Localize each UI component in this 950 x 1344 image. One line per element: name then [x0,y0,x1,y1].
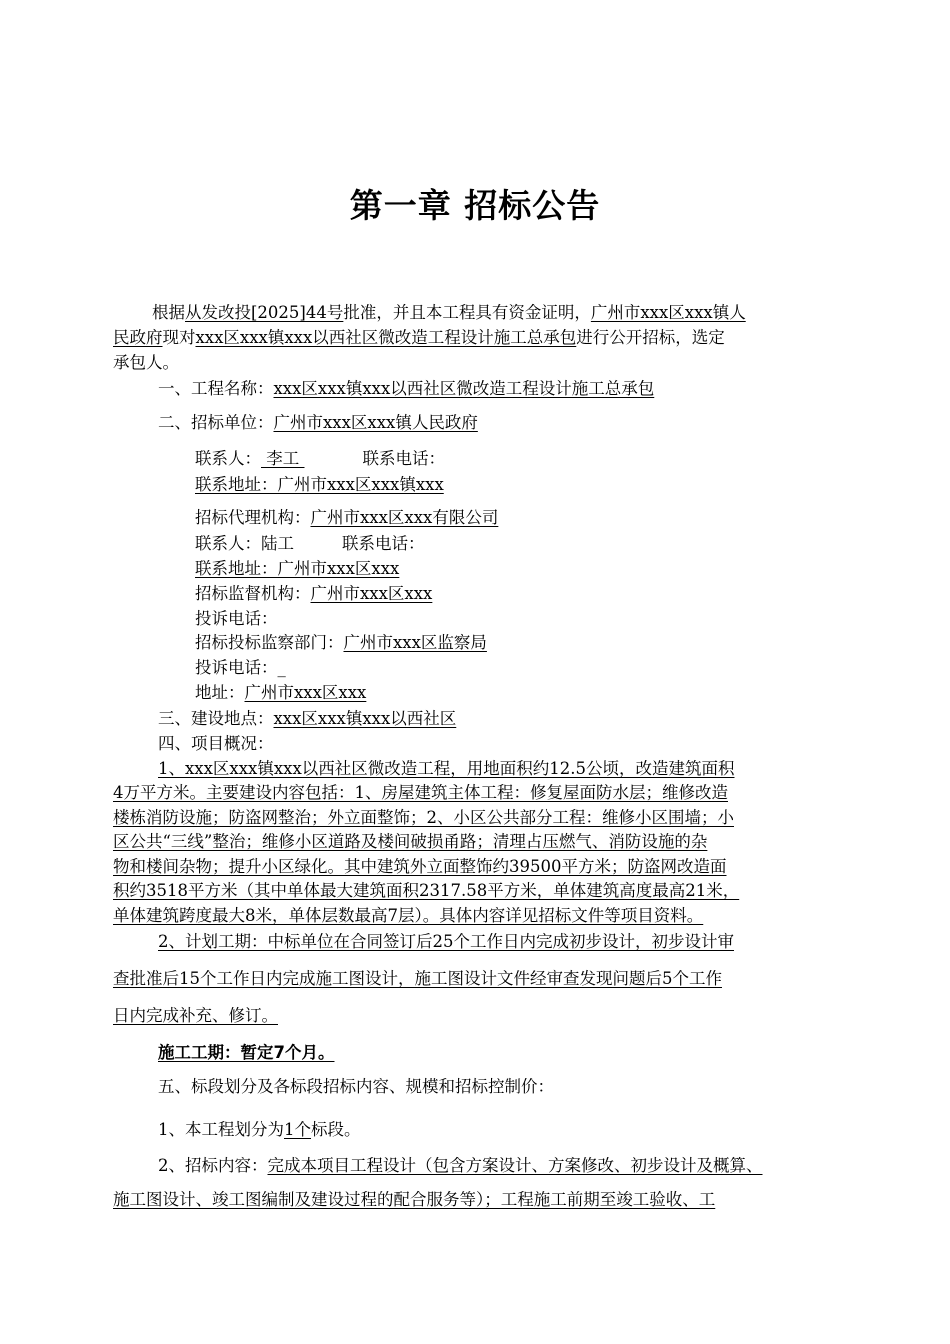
scope-line-2: 施工图设计、竣工图编制及建设过程的配合服务等）；工程施工前期至竣工验收、工 [113,1190,716,1209]
project-name: xxx区xxx镇xxx以西社区微改造工程设计施工总承包 [273,379,655,398]
intro-line-2: 民政府现对xxx区xxx镇xxx以西社区微改造工程设计施工总承包进行公开招标，选定 [113,328,725,347]
construction-location: xxx区xxx镇xxx以西社区 [273,709,457,728]
section-location: 三、建设地点：xxx区xxx镇xxx以西社区 [158,709,457,728]
overview-line-7: 单体建筑跨度最大8米，单体层数最高7层）。具体内容详见招标文件等项目资料。 [113,906,704,925]
overview-line-4: 区公共“三线”整治；维修小区道路及楼间破损甬路；清理占压燃气、消防设施的杂 [113,832,708,851]
scope-line-1: 2、招标内容：完成本项目工程设计（包含方案设计、方案修改、初步设计及概算、 [158,1156,763,1175]
tenderer-contact-line: 联系人： 李工 联系电话： [195,449,445,468]
monitor-name: 广州市xxx区监察局 [343,633,487,652]
monitor-line: 招标投标监察部门：广州市xxx区监察局 [195,633,487,652]
agent-address-line: 联系地址：广州市xxx区xxx [195,559,400,578]
section-lots-heading: 五、标段划分及各标段招标内容、规模和招标控制价： [158,1077,554,1096]
overview-line-1: 1、xxx区xxx镇xxx以西社区微改造工程，用地面积约12.5公顷，改造建筑面积 [158,759,735,778]
supervisor-name: 广州市xxx区xxx [310,584,433,603]
section-tenderer: 二、招标单位：广州市xxx区xxx镇人民政府 [158,413,478,432]
chapter-title: 第一章 招标公告 [349,186,601,225]
tenderer-contact: 李工 [261,449,305,468]
tenderer-name: 广州市xxx区xxx镇人民政府 [273,413,478,432]
monitor-address: 广州市xxx区xxx [244,683,367,702]
supervisor-line: 招标监督机构：广州市xxx区xxx [195,584,433,603]
tenderer-address: 广州市xxx区xxx镇xxx [277,475,444,494]
construction-period: 施工工期：暂定7个月。 [158,1043,335,1062]
schedule-line-3: 日内完成补充、修订。 [113,1006,278,1025]
tenderer-name-part1: 广州市xxx区xxx镇人 [590,303,746,322]
scope-content-1: 完成本项目工程设计（包含方案设计、方案修改、初步设计及概算、 [267,1156,763,1175]
supervisor-complaint-line: 投诉电话： [195,609,278,628]
monitor-complaint-line: 投诉电话：_ [195,658,286,677]
overview-line-5: 物和楼间杂物；提升小区绿化。其中建筑外立面整饰约39500平方米；防盗网改造面 [113,857,727,876]
schedule-line-1: 2、计划工期：中标单位在合同签订后25个工作日内完成初步设计，初步设计审 [158,932,734,951]
section-project-name: 一、工程名称：xxx区xxx镇xxx以西社区微改造工程设计施工总承包 [158,379,655,398]
intro-line-1: 根据从发改投[2025]44号批准，并且本工程具有资金证明，广州市xxx区xxx镇人 [152,303,746,322]
section-overview-heading: 四、项目概况： [158,734,274,753]
overview-line-2: 4万平方米。主要建设内容包括：1、房屋建筑主体工程：修复屋面防水层；维修改造 [113,783,728,802]
overview-line-3: 楼栋消防设施；防盗网整治；外立面整饰；2、小区公共部分工程：维修小区围墙；小 [113,808,734,827]
agent-line: 招标代理机构：广州市xxx区xxx有限公司 [195,508,499,527]
lot-count-line: 1、本工程划分为1个标段。 [158,1120,361,1139]
intro-line-3: 承包人。 [113,353,179,372]
monitor-address-line: 地址：广州市xxx区xxx [195,683,367,702]
agent-name: 广州市xxx区xxx有限公司 [310,508,499,527]
approval-number: 从发改投[2025]44号 [185,303,344,322]
agent-address: 广州市xxx区xxx [277,559,400,578]
agent-contact-line: 联系人：陆工 联系电话： [195,534,425,553]
tenderer-name-part2: 民政府 [113,328,163,347]
overview-line-6: 积约3518平方米（其中单体最大建筑面积2317.58平方米，单体建筑高度最高21米， [113,881,740,900]
tenderer-address-line: 联系地址：广州市xxx区xxx镇xxx [195,475,444,494]
lot-count: 1个 [284,1120,311,1139]
project-name-inline: xxx区xxx镇xxx以西社区微改造工程设计施工总承包 [195,328,577,347]
schedule-line-2: 查批准后15个工作日内完成施工图设计，施工图设计文件经审查发现问题后5个工作 [113,969,722,988]
